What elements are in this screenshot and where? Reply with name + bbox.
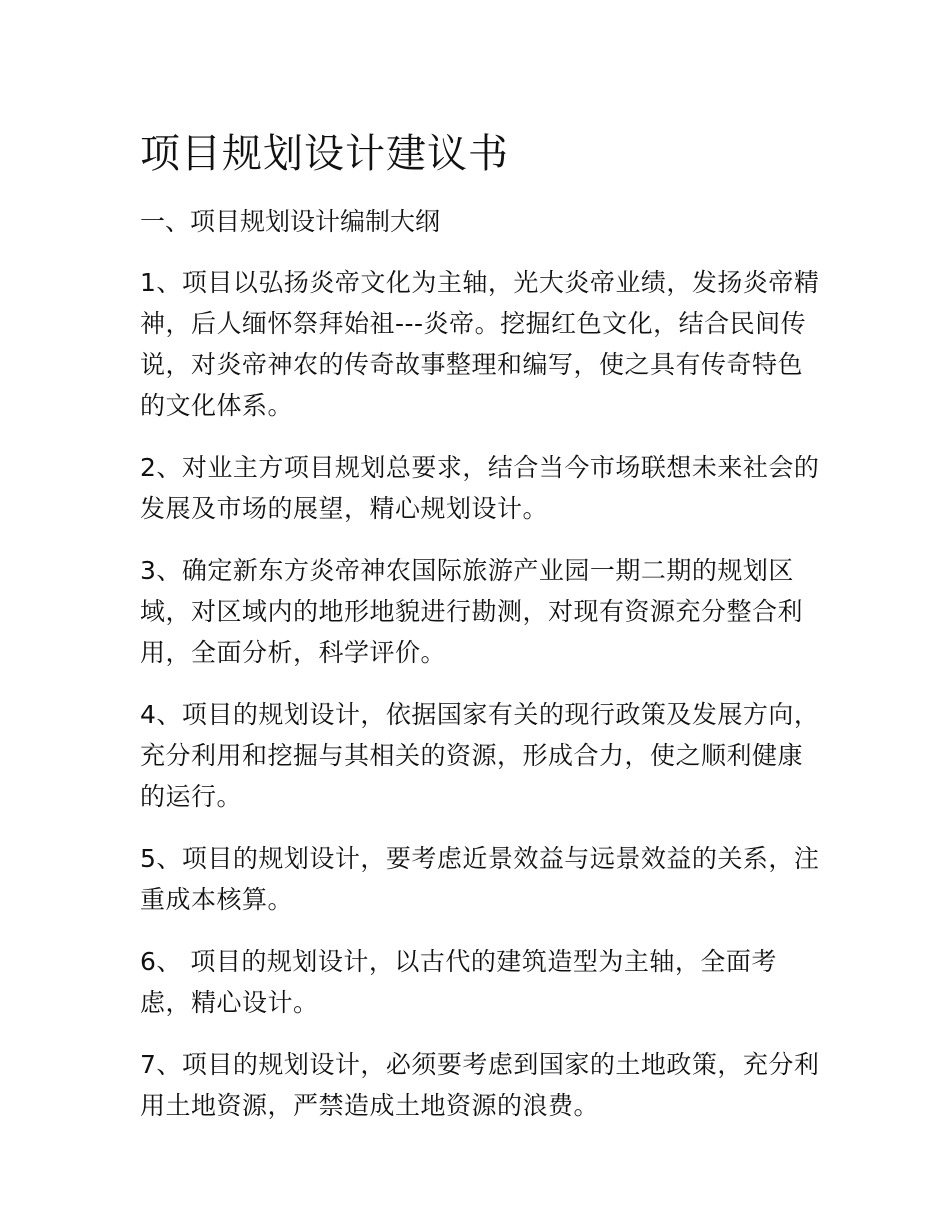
document-content [140,126,820,1147]
section-heading: 一、项目规划设计编制大纲 [140,207,441,236]
paragraph-5: 5、项目的规划设计，要考虑近景效益与远景效益的关系，注重成本核算。 [140,844,820,914]
paragraph-1: 1、项目以弘扬炎帝文化为主轴，光大炎帝业绩，发扬炎帝精神，后人缅怀祭拜始祖---炎帝。挖掘红色文化，结合民间传说，对炎帝神农的传奇故事整理和编写，使之具有传奇特色的文化体系。 [140,268,820,420]
paragraph-4: 4、项目的规划设计，依据国家有关的现行政策及发展方向，充分利用和挖掘与其相关的资源，形成合力，使之顺利健康的运行。 [140,700,820,811]
paragraph-6: 6、 项目的规划设计，以古代的建筑造型为主轴，全面考虑，精心设计。 [140,947,777,1017]
paragraph-2: 2、对业主方项目规划总要求，结合当今市场联想未来社会的发展及市场的展望，精心规划设计。 [140,453,820,523]
document-title: 项目规划设计建议书 [140,131,509,177]
paragraph-3: 3、确定新东方炎帝神农国际旅游产业园一期二期的规划区域，对区域内的地形地貌进行勘测，对现有资源充分整合利用，全面分析，科学评价。 [140,556,804,667]
paragraph-7: 7、项目的规划设计，必须要考虑到国家的土地政策，充分利用土地资源，严禁造成土地资源的浪费。 [140,1050,820,1120]
